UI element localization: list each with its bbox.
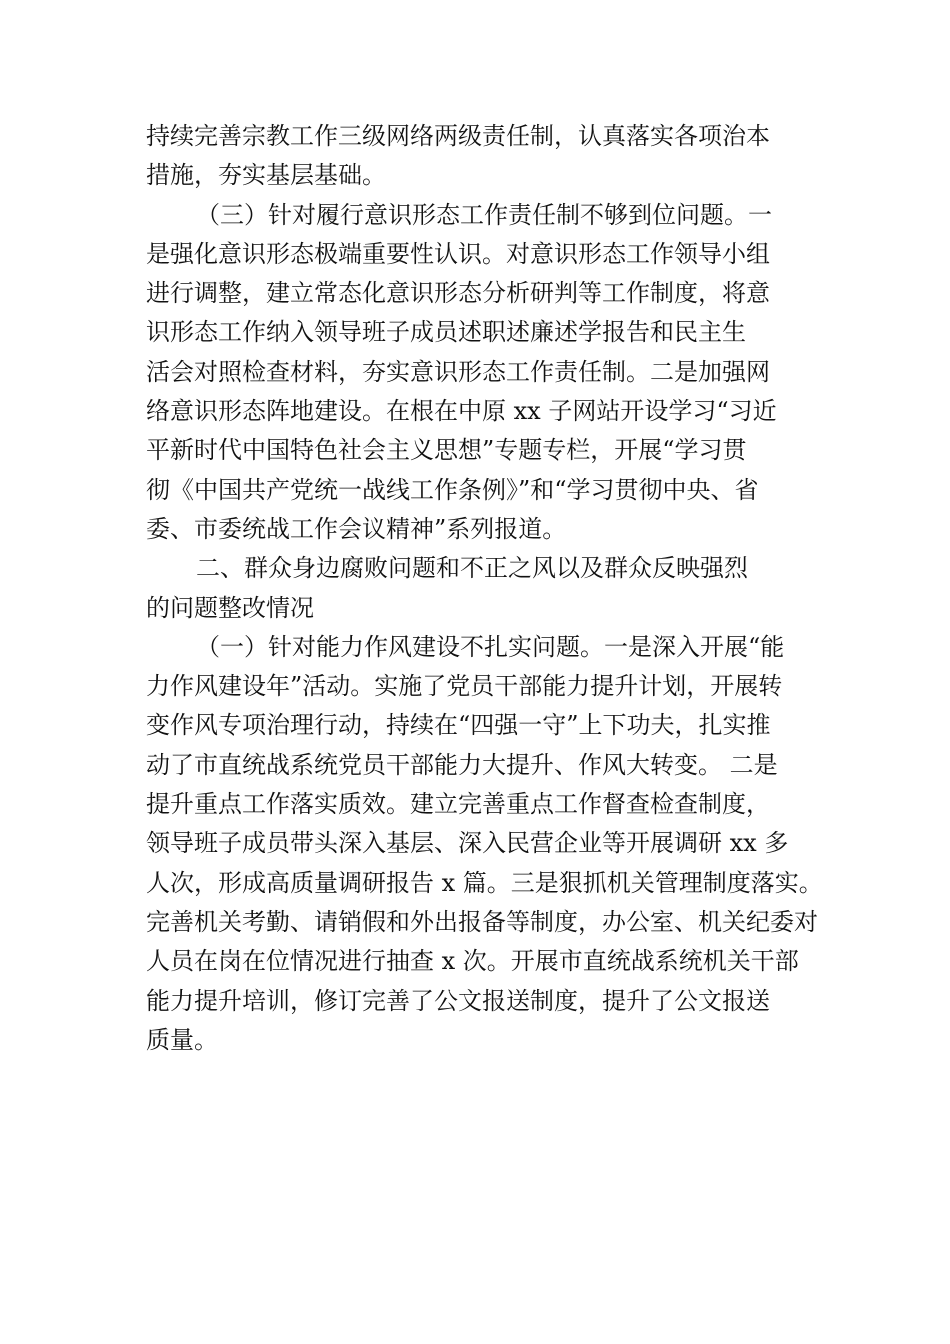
text-line: 完善机关考勤、请销假和外出报备等制度，办公室、机关纪委对 bbox=[146, 907, 818, 936]
text-line: 领导班子成员带头深入基层、深入民营企业等开展调研 xx 多 bbox=[146, 829, 789, 858]
text-line: 进行调整，建立常态化意识形态分析研判等工作制度，将意 bbox=[146, 279, 770, 308]
text-line: 质量。 bbox=[146, 1025, 218, 1054]
text-line: 是强化意识形态极端重要性认识。对意识形态工作领导小组 bbox=[146, 239, 770, 268]
text-line: 能力提升培训，修订完善了公文报送制度，提升了公文报送 bbox=[146, 986, 770, 1015]
text-line: 措施，夯实基层基础。 bbox=[146, 161, 386, 190]
text-line: 人员在岗在位情况进行抽查 x 次。开展市直统战系统机关干部 bbox=[146, 947, 799, 976]
text-line: 彻《中国共产党统一战线工作条例》”和“学习贯彻中央、省 bbox=[146, 475, 759, 504]
text-line: 二、群众身边腐败问题和不正之风以及群众反映强烈 bbox=[196, 554, 748, 583]
text-line: 人次，形成高质量调研报告 x 篇。三是狠抓机关管理制度落实。 bbox=[146, 868, 823, 897]
text-line: 力作风建设年”活动。实施了党员干部能力提升计划，开展转 bbox=[146, 672, 783, 701]
text-line: （三）针对履行意识形态工作责任制不够到位问题。一 bbox=[196, 200, 772, 229]
body-text bbox=[146, 117, 846, 1060]
text-line: 平新时代中国特色社会主义思想”专题专栏，开展“学习贯 bbox=[146, 436, 747, 465]
text-line: 提升重点工作落实质效。建立完善重点工作督查检查制度， bbox=[146, 790, 770, 819]
text-line: 变作风专项治理行动，持续在“四强一守”上下功夫，扎实推 bbox=[146, 711, 771, 740]
text-line: 识形态工作纳入领导班子成员述职述廉述学报告和民主生 bbox=[146, 318, 746, 347]
text-line: （一）针对能力作风建设不扎实问题。一是深入开展“能 bbox=[196, 632, 785, 661]
text-line: 活会对照检查材料，夯实意识形态工作责任制。二是加强网 bbox=[146, 357, 770, 386]
text-line: 的问题整改情况 bbox=[146, 593, 314, 622]
text-line: 委、市委统战工作会议精神”系列报道。 bbox=[146, 514, 567, 543]
text-line: 持续完善宗教工作三级网络两级责任制，认真落实各项治本 bbox=[146, 122, 770, 150]
text-line: 络意识形态阵地建设。在根在中原 xx 子网站开设学习“习近 bbox=[146, 397, 777, 426]
text-line: 动了市直统战系统党员干部能力大提升、作风大转变。 二是 bbox=[146, 750, 778, 779]
